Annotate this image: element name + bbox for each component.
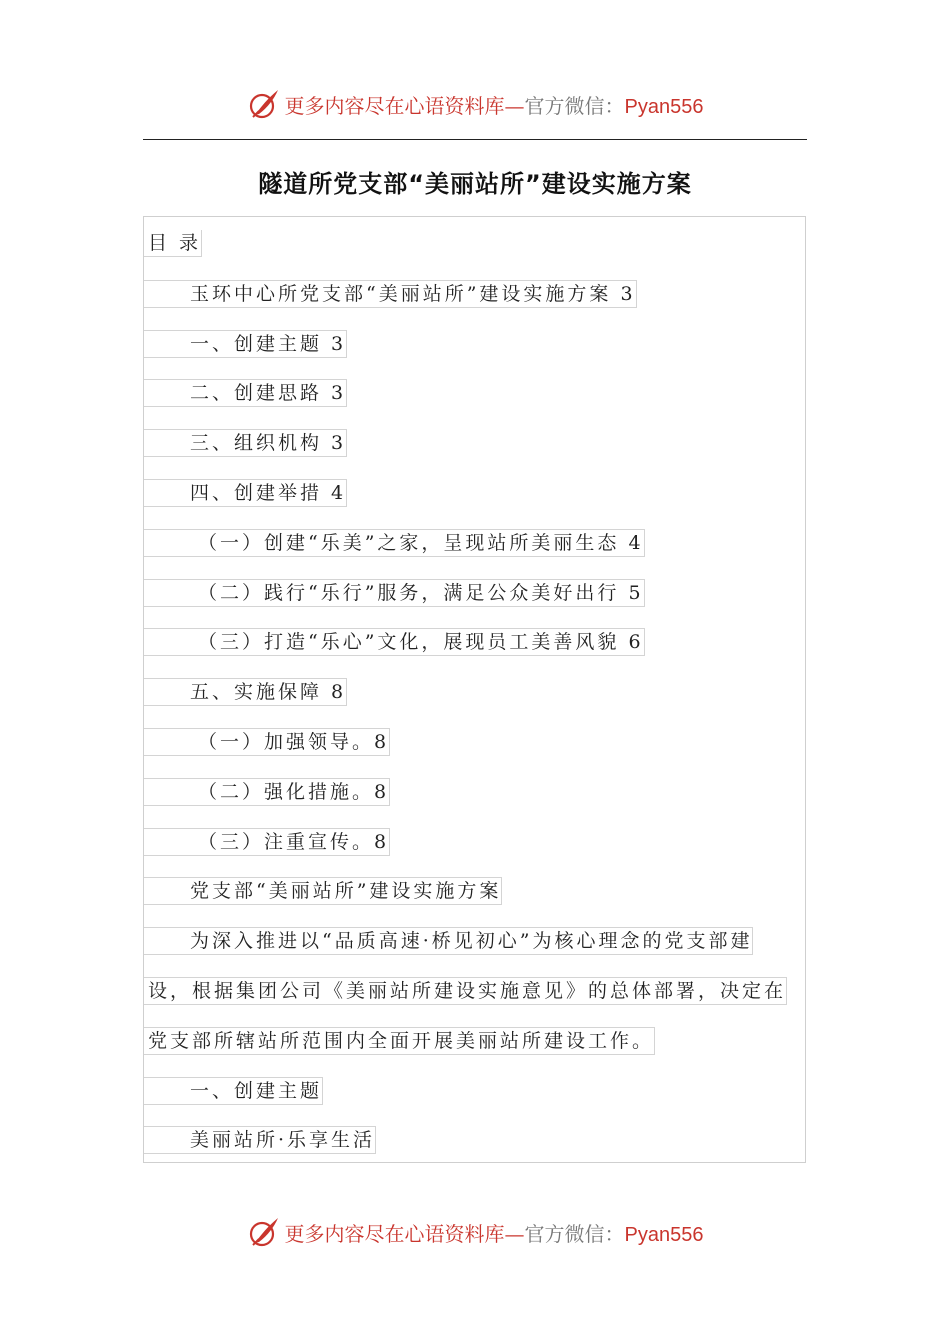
toc-entry: 二、创建思路 3 <box>144 379 347 407</box>
toc-entry: （三）注重宣传。8 <box>144 828 390 856</box>
body-line: 美丽站所·乐享生活 <box>144 1126 376 1154</box>
toc-entry: 玉环中心所党支部“美丽站所”建设实施方案 3 <box>144 280 637 308</box>
toc-entry: （一）加强领导。8 <box>144 728 390 756</box>
toc-entry: （二）践行“乐行”服务，满足公众美好出行 5 <box>144 579 645 607</box>
header-watermark-banner <box>0 82 950 126</box>
quill-logo-icon <box>247 87 281 121</box>
toc-entry: （三）打造“乐心”文化，展现员工美善风貌 6 <box>144 628 645 656</box>
toc-entry: （二）强化措施。8 <box>144 778 390 806</box>
body-line: 党支部“美丽站所”建设实施方案 <box>144 877 502 905</box>
toc-entry: 四、创建举措 4 <box>144 479 347 507</box>
watermark-text: 更多内容尽在心语资料库—官方微信：Pyan556 <box>284 93 704 118</box>
toc-entry: 一、创建主题 3 <box>144 330 347 358</box>
body-line: 为深入推进以“品质高速·桥见初心”为核心理念的党支部建 <box>144 927 753 955</box>
footer-watermark-banner <box>0 1210 950 1254</box>
quill-logo-icon <box>247 1215 281 1249</box>
watermark-text: 更多内容尽在心语资料库—官方微信：Pyan556 <box>284 1221 704 1246</box>
toc-heading: 目 录 <box>144 230 202 257</box>
toc-entry: 五、实施保障 8 <box>144 678 347 706</box>
body-line: 党支部所辖站所范围内全面开展美丽站所建设工作。 <box>144 1027 655 1055</box>
header-divider <box>143 139 807 140</box>
body-line: 设，根据集团公司《美丽站所建设实施意见》的总体部署，决定在 <box>144 977 787 1005</box>
toc-entry: （一）创建“乐美”之家，呈现站所美丽生态 4 <box>144 529 645 557</box>
document-title: 隧道所党支部“美丽站所”建设实施方案 <box>258 170 692 198</box>
body-line: 一、创建主题 <box>144 1077 323 1105</box>
toc-entry: 三、组织机构 3 <box>144 429 347 457</box>
